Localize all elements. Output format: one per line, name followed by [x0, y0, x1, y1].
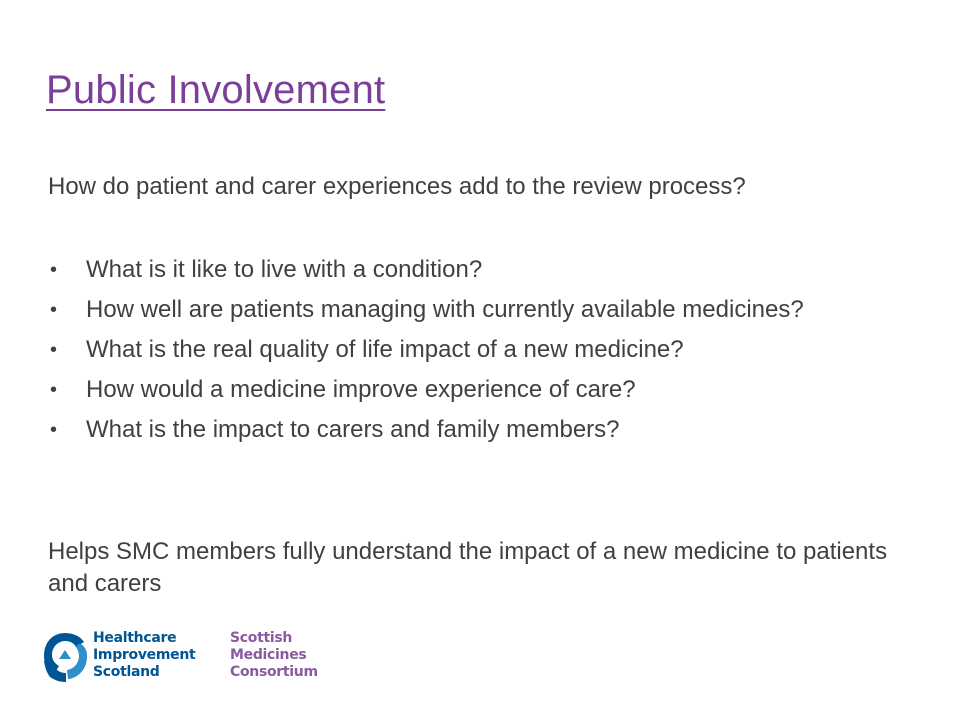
list-item-text: What is the impact to carers and family members?: [86, 416, 620, 443]
list-item-text: How would a medicine improve experience of care?: [86, 376, 636, 403]
intro-question: How do patient and carer experiences add to the review process?: [48, 173, 746, 200]
his-logo-text: Healthcare Improvement Scotland: [93, 630, 196, 680]
list-item: [48, 294, 908, 326]
logo-divider: [216, 632, 217, 682]
bullet-icon: •: [50, 419, 58, 441]
slide-title: Public Involvement: [46, 68, 386, 112]
list-item: [48, 374, 908, 406]
bullet-icon: •: [50, 379, 58, 401]
smc-logo-text: Scottish Medicines Consortium: [230, 630, 318, 680]
list-item-text: What is the real quality of life impact of a new medicine?: [86, 336, 684, 363]
list-item-text: What is it like to live with a condition?: [86, 256, 483, 283]
question-list: [48, 254, 908, 454]
conclusion-text: Helps SMC members fully understand the impact of a new medicine to patients and carers: [48, 538, 888, 597]
list-item-text: How well are patients managing with currently available medicines?: [86, 296, 804, 323]
list-item: [48, 254, 908, 286]
bullet-icon: •: [50, 339, 58, 361]
list-item: [48, 414, 908, 446]
bullet-icon: •: [50, 259, 58, 281]
his-emblem-icon: [40, 630, 90, 684]
bullet-icon: •: [50, 299, 58, 321]
list-item: [48, 334, 908, 366]
